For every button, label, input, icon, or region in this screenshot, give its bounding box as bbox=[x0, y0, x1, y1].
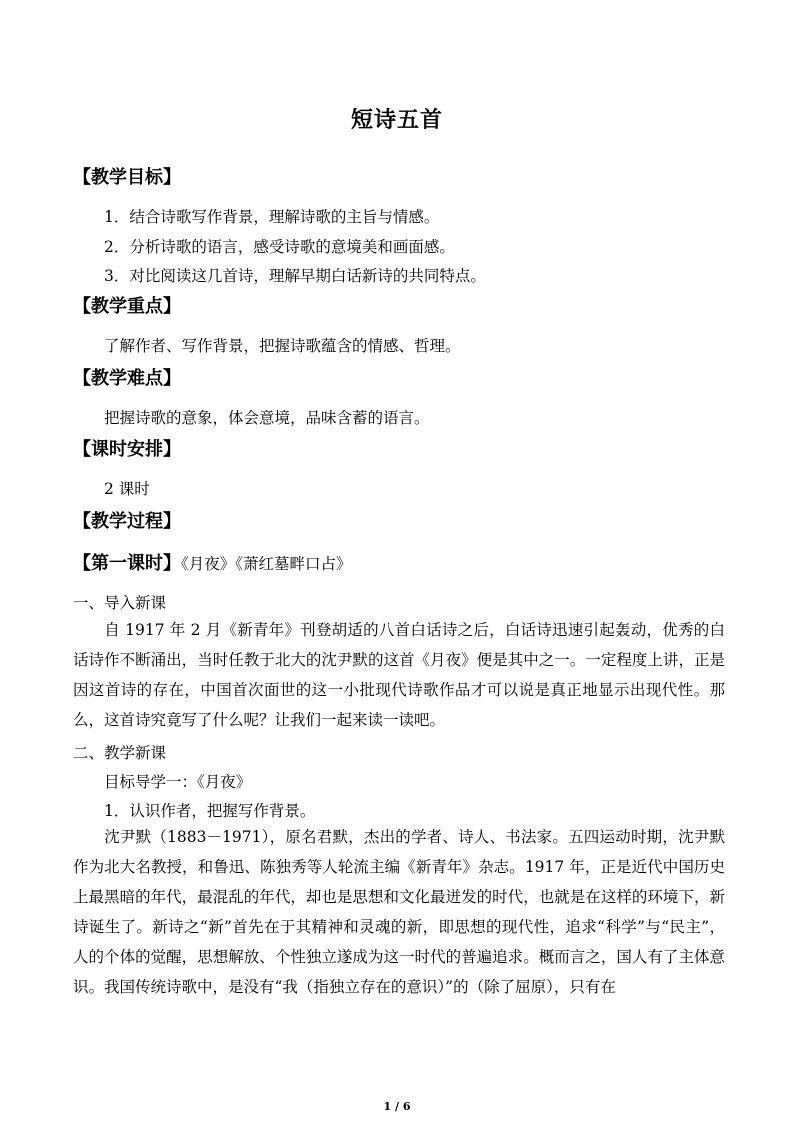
heading-teaching-goals: 【教学目标】 bbox=[73, 167, 181, 188]
lesson-1-subtitle: 《月夜》《萧红墓畔口占》 bbox=[181, 555, 352, 573]
heading-lesson-1 bbox=[73, 549, 352, 575]
heading-difficulties: 【教学难点】 bbox=[73, 368, 181, 389]
heading-key-points: 【教学重点】 bbox=[73, 296, 181, 317]
goal-guide-1: 目标导学一：《月夜》 bbox=[104, 773, 252, 791]
lesson-1-label: 【第一课时】 bbox=[73, 553, 181, 574]
document-title: 短诗五首 bbox=[350, 107, 443, 133]
goal-item-3: 3．对比阅读这几首诗，理解早期白话新诗的共同特点。 bbox=[104, 267, 486, 285]
goal-item-2: 2．分析诗歌的语言，感受诗歌的意境美和画面感。 bbox=[104, 238, 455, 256]
part2-heading: 二、教学新课 bbox=[73, 744, 167, 762]
heading-process: 【教学过程】 bbox=[73, 511, 181, 532]
key-points-text: 了解作者、写作背景，把握诗歌蕴含的情感、哲理。 bbox=[104, 337, 461, 355]
difficulties-text: 把握诗歌的意象，体会意境，品味含蓄的语言。 bbox=[104, 409, 430, 427]
step-1: 1．认识作者，把握写作背景。 bbox=[104, 802, 316, 820]
part1-paragraph bbox=[73, 615, 725, 735]
heading-schedule: 【课时安排】 bbox=[73, 439, 181, 460]
author-paragraph bbox=[73, 822, 725, 1002]
part1-paragraph-text: 自 1917 年 2 月《新青年》刊登胡适的八首白话诗之后，白话诗迅速引起轰动，优秀的白话诗作不断涌出，当时任教于北大的沈尹默的这首《月夜》便是其中之一。一定程度上讲，正是因这首诗的存在，中国首次面世的这一小批现代诗歌作品才可以说是真正地显示出现代性。那么，这首诗究竟写了什么呢？让我们一起来读一读吧。 bbox=[73, 621, 725, 729]
author-paragraph-text: 沈尹默（1883－1971），原名君默，杰出的学者、诗人、书法家。五四运动时期，沈尹默作为北大名教授，和鲁迅、陈独秀等人轮流主编《新青年》杂志。1917 年，正是近代中国历史上最黑暗的年代，最混乱的年代，却也是思想和文化最迸发的时代，也就是在这样的环境下，新诗诞生了。新诗之“新”首先在于其精神和灵魂的新，即思想的现代性，追求“科学”与“民主”，人的个体的觉醒，思想解放、个性独立遂成为这一时代的普遍追求。概而言之，国人有了主体意识。我国传统诗歌中，是没有“我（指独立存在的意识）”的（除了屈原），只有在 bbox=[73, 828, 725, 996]
schedule-text: 2 课时 bbox=[104, 480, 150, 498]
goal-item-1: 1．结合诗歌写作背景，理解诗歌的主旨与情感。 bbox=[104, 208, 440, 226]
page-number: 1 / 6 bbox=[383, 1100, 411, 1113]
part1-heading: 一、导入新课 bbox=[73, 594, 167, 612]
